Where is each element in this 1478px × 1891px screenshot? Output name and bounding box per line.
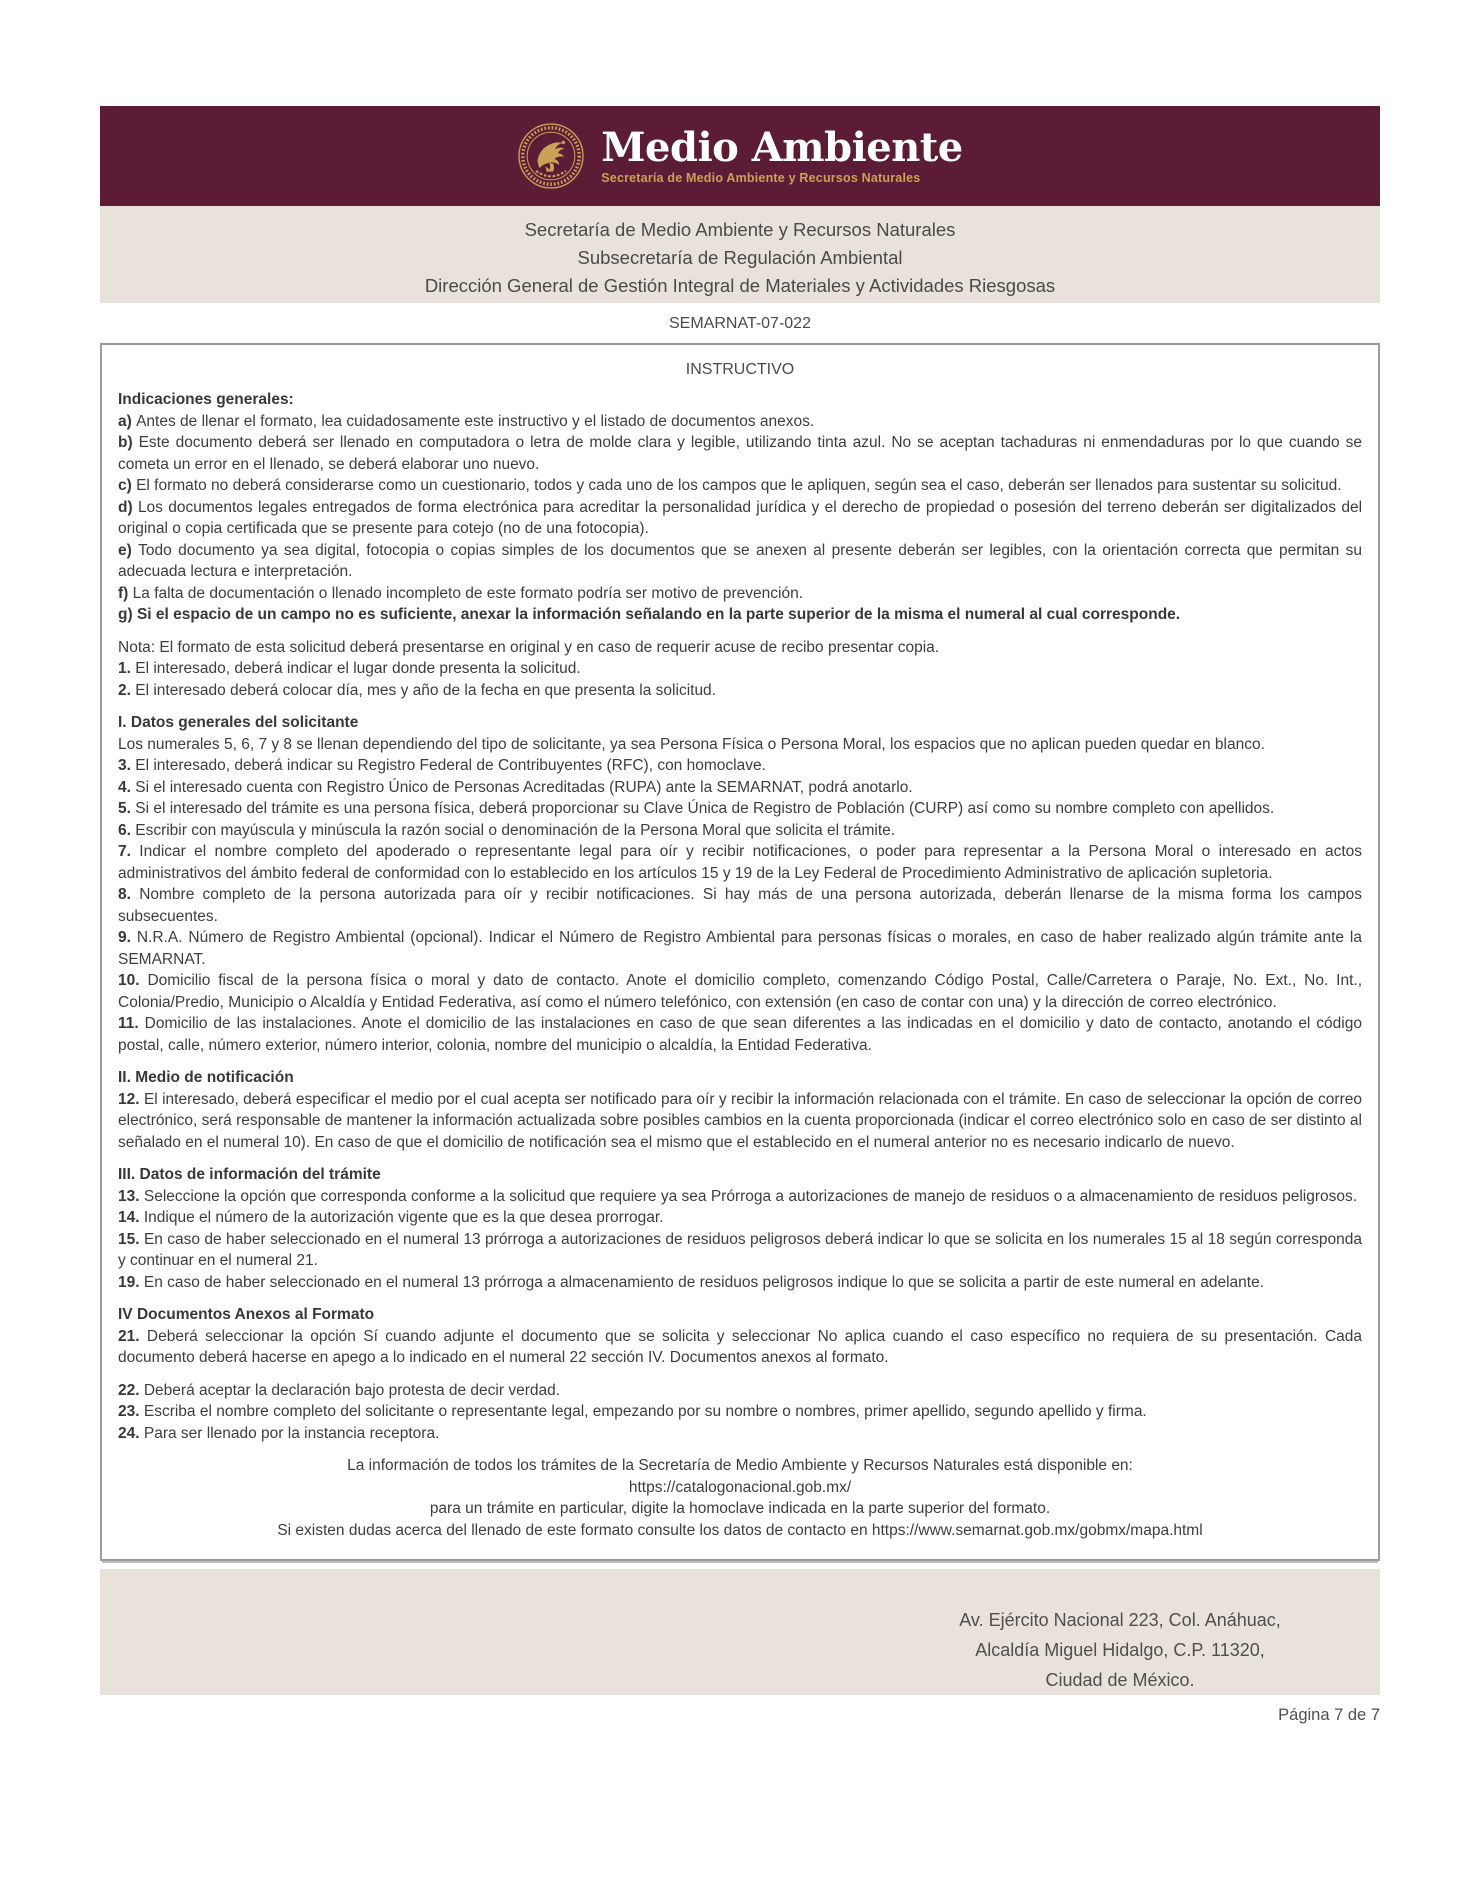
section-heading: II. Medio de notificación <box>118 1069 294 1086</box>
item-number: c) <box>118 477 137 494</box>
instruction-paragraph: 19. En caso de haber seleccionado en el numeral 13 prórroga a almacenamiento de residuos peligrosos indique lo que se solicita a partir de este numeral en adelante. <box>118 1273 1264 1291</box>
instruction-paragraph: 5. Si el interesado del trámite es una persona física, deberá proporcionar su Clave Única de Registro de Población (CURP) así como su nombre completo con apellidos. <box>118 800 1275 817</box>
item-number: 10. <box>118 972 148 989</box>
item-number: 13. <box>118 1187 144 1205</box>
item-number: 24. <box>118 1424 144 1442</box>
header-banner <box>100 106 1380 206</box>
instruction-paragraph: 13. Seleccione la opción que corresponda conforme a la solicitud que requiere ya sea Prórroga a autorizaciones de manejo de residuos o a almacenamiento de residuos peligrosos. <box>118 1187 1358 1205</box>
instruction-paragraph: c) El formato no deberá considerarse como un cuestionario, todos y cada uno de los campos que le apliquen, según sea el caso, deberán ser llenados para sustentar su solicitud. <box>118 477 1342 494</box>
item-number: f) <box>118 584 133 602</box>
instruction-paragraph: 12. El interesado, deberá especificar el medio por el cual acepta ser notificado para oír y recibir la información relacionada con el trámite. En caso de seleccionar la opción de correo electrónico, será responsable de mantener la información actualizada sobre posibles cambios en la cuenta proporcionada (indicar el correo electrónico solo en caso de ser distinto al señalado en el numeral 10). En caso de que el domicilio de notificación sea el mismo que el establecido en el numeral anterior no es necesario indicarlo de nuevo. <box>118 1090 1362 1151</box>
item-number: b) <box>118 434 139 451</box>
instructivo-box <box>100 343 1380 1561</box>
instruction-paragraph: 24. Para ser llenado por la instancia receptora. <box>118 1424 440 1442</box>
address-line: Av. Ejército Nacional 223, Col. Anáhuac, <box>959 1610 1281 1630</box>
item-number: 7. <box>118 843 140 860</box>
section-heading: IV Documentos Anexos al Formato <box>118 1306 375 1323</box>
instruction-paragraph: Los numerales 5, 6, 7 y 8 se llenan dependiendo del tipo de solicitante, ya sea Persona Física o Persona Moral, los espacios que no aplican pueden quedar en blanco. <box>118 735 1265 753</box>
item-number: 6. <box>118 821 136 839</box>
item-number: 14. <box>118 1209 144 1226</box>
department-line: Dirección General de Gestión Integral de Materiales y Actividades Riesgosas <box>424 275 1056 296</box>
instruction-paragraph: 9. N.R.A. Número de Registro Ambiental (opcional). Indicar el Número de Registro Ambiental para personas físicas o morales, en caso de haber realizado algún trámite ante la SEMARNAT. <box>118 929 1362 968</box>
instruction-paragraph: 6. Escribir con mayúscula y minúscula la razón social o denominación de la Persona Moral que solicita el trámite. <box>118 821 896 839</box>
logo-caption: Secretaría de Medio Ambiente y Recursos Naturales <box>601 171 921 185</box>
item-number: 1. <box>118 660 136 677</box>
instruction-paragraph: 8. Nombre completo de la persona autorizada para oír y recibir notificaciones. Si hay más de una persona autorizada, deberán llenarse de la misma forma los campos subsecuentes. <box>118 886 1363 925</box>
item-number: 12. <box>118 1090 144 1108</box>
item-number: 8. <box>118 886 140 903</box>
instruction-paragraph: e) Todo documento ya sea digital, fotocopia o copias simples de los documentos que se anexen al presente deberán ser legibles, con la orientación correcta que permitan su adecuada lectura e interpretación. <box>118 541 1362 580</box>
instruction-paragraph: Si existen dudas acerca del llenado de este formato consulte los datos de contacto en https://www.semarnat.gob.mx/gobmx/mapa.html <box>277 1521 1203 1539</box>
item-number: 5. <box>118 800 136 817</box>
item-number: 22. <box>118 1381 144 1399</box>
item-number: 11. <box>118 1015 145 1032</box>
item-number: 23. <box>118 1403 144 1420</box>
instruction-paragraph: 3. El interesado, deberá indicar su Registro Federal de Contribuyentes (RFC), con homoclave. <box>118 757 766 774</box>
item-number: 4. <box>118 778 136 796</box>
item-number: 15. <box>118 1230 144 1248</box>
item-number: g) <box>118 606 137 623</box>
instruction-paragraph: 7. Indicar el nombre completo del apoderado o representante legal para oír y recibir notificaciones, o poder para representar a la Persona Moral o interesado en actos administrativos del ámbito federal de conformidad con lo establecido en los artículos 15 y 19 de la Ley Federal de Procedimiento Administrativo de aplicación supletoria. <box>118 843 1363 882</box>
item-number: a) <box>118 412 137 430</box>
instruction-paragraph: b) Este documento deberá ser llenado en computadora o letra de molde clara y legible, utilizando tinta azul. No se aceptan tachaduras ni enmendaduras por lo que cuando se cometa un error en el llenado, se deberá elaborar uno nuevo. <box>118 434 1363 473</box>
section-heading: I. Datos generales del solicitante <box>118 714 359 731</box>
instruction-paragraph: Nota: El formato de esta solicitud deberá presentarse en original y en caso de requerir acuse de recibo presentar copia. <box>118 638 940 656</box>
footer-band <box>100 1569 1380 1695</box>
instruction-paragraph: 23. Escriba el nombre completo del solicitante o representante legal, empezando por su nombre o nombres, primer apellido, segundo apellido y firma. <box>118 1403 1147 1420</box>
instruction-paragraph: para un trámite en particular, digite la homoclave indicada en la parte superior del formato. <box>429 1500 1051 1517</box>
page-number: Página 7 de 7 <box>1278 1706 1380 1724</box>
item-number: 19. <box>118 1273 144 1291</box>
instruction-paragraph: 22. Deberá aceptar la declaración bajo protesta de decir verdad. <box>118 1381 561 1399</box>
item-number: e) <box>118 541 139 559</box>
instruction-paragraph: 14. Indique el número de la autorización vigente que es la que desea prorrogar. <box>118 1209 664 1226</box>
department-band <box>100 206 1380 303</box>
instructivo-title: INSTRUCTIVO <box>685 361 795 378</box>
section-heading: III. Datos de información del trámite <box>118 1166 381 1183</box>
instruction-paragraph: 15. En caso de haber seleccionado en el numeral 13 prórroga a autorizaciones de residuos peligrosos deberá indicar lo que se solicita en los numerales 15 al 18 según corresponda y continuar en el numeral 21. <box>118 1230 1362 1269</box>
instruction-paragraph: 1. El interesado, deberá indicar el lugar donde presenta la solicitud. <box>118 660 581 677</box>
instruction-paragraph: 11. Domicilio de las instalaciones. Anote el domicilio de las instalaciones en caso de que sean diferentes a las indicadas en el domicilio y dato de contacto, anotando el código postal, calle, número exterior, número interior, colonia, nombre del municipio o alcaldía, la Entidad Federativa. <box>118 1015 1362 1054</box>
medio-ambiente-logo <box>517 122 962 190</box>
department-line: Secretaría de Medio Ambiente y Recursos Naturales <box>524 219 956 240</box>
instruction-paragraph: La información de todos los trámites de la Secretaría de Medio Ambiente y Recursos Naturales está disponible en: <box>347 1457 1133 1474</box>
instruction-paragraph: a) Antes de llenar el formato, lea cuidadosamente este instructivo y el listado de documentos anexos. <box>118 412 815 430</box>
instruction-paragraph: 4. Si el interesado cuenta con Registro Único de Personas Acreditadas (RUPA) ante la SEMARNAT, podrá anotarlo. <box>118 778 913 796</box>
instruction-paragraph: g) Si el espacio de un campo no es suficiente, anexar la información señalando en la parte superior de la misma el numeral al cual corresponde. <box>118 606 1181 623</box>
address-line: Ciudad de México. <box>1045 1670 1195 1690</box>
item-number: 3. <box>118 757 136 774</box>
department-line: Subsecretaría de Regulación Ambiental <box>577 247 903 268</box>
section-heading: Indicaciones generales: <box>118 391 294 408</box>
address-block <box>905 1605 1335 1695</box>
instruction-paragraph: 10. Domicilio fiscal de la persona física o moral y dato de contacto. Anote el domicilio completo, comenzando Código Postal, Calle/Carretera o Paraje, No. Ext., No. Int., Colonia/Predio, Municipio o Alcaldía y Entidad Federativa, así como el número telefónico, con extensión (en caso de contar con una) y la dirección de correo electrónico. <box>118 972 1362 1011</box>
item-number: 21. <box>118 1327 147 1345</box>
instruction-paragraph: d) Los documentos legales entregados de forma electrónica para acreditar la personalidad jurídica y el derecho de propiedad o posesión del terreno deberán ser digitalizados del original o copia certificada que se presente para cotejo (no de una fotocopia). <box>118 498 1363 537</box>
item-number: 2. <box>118 681 136 699</box>
logo-wordmark: Medio Ambiente <box>601 124 963 171</box>
page-footer <box>100 1569 1380 1725</box>
address-line: Alcaldía Miguel Hidalgo, C.P. 11320, <box>975 1640 1265 1660</box>
form-code: SEMARNAT-07-022 <box>669 315 811 332</box>
mexico-coat-of-arms-icon <box>517 122 585 190</box>
instruction-paragraph: 21. Deberá seleccionar la opción Sí cuando adjunte el documento que se solicita y seleccionar No aplica cuando el caso específico no requiera de su presentación. Cada documento deberá hacerse en apego a lo indicado en el numeral 22 sección IV. Documentos anexos al formato. <box>118 1327 1363 1366</box>
instruction-paragraph: f) La falta de documentación o llenado incompleto de este formato podría ser motivo de prevención. <box>118 584 803 602</box>
instruction-paragraph: 2. El interesado deberá colocar día, mes y año de la fecha en que presenta la solicitud. <box>118 681 716 699</box>
instruction-paragraph: https://catalogonacional.gob.mx/ <box>628 1478 852 1496</box>
item-number: 9. <box>118 929 137 946</box>
instructivo-body <box>118 389 1362 1541</box>
item-number: d) <box>118 498 138 516</box>
